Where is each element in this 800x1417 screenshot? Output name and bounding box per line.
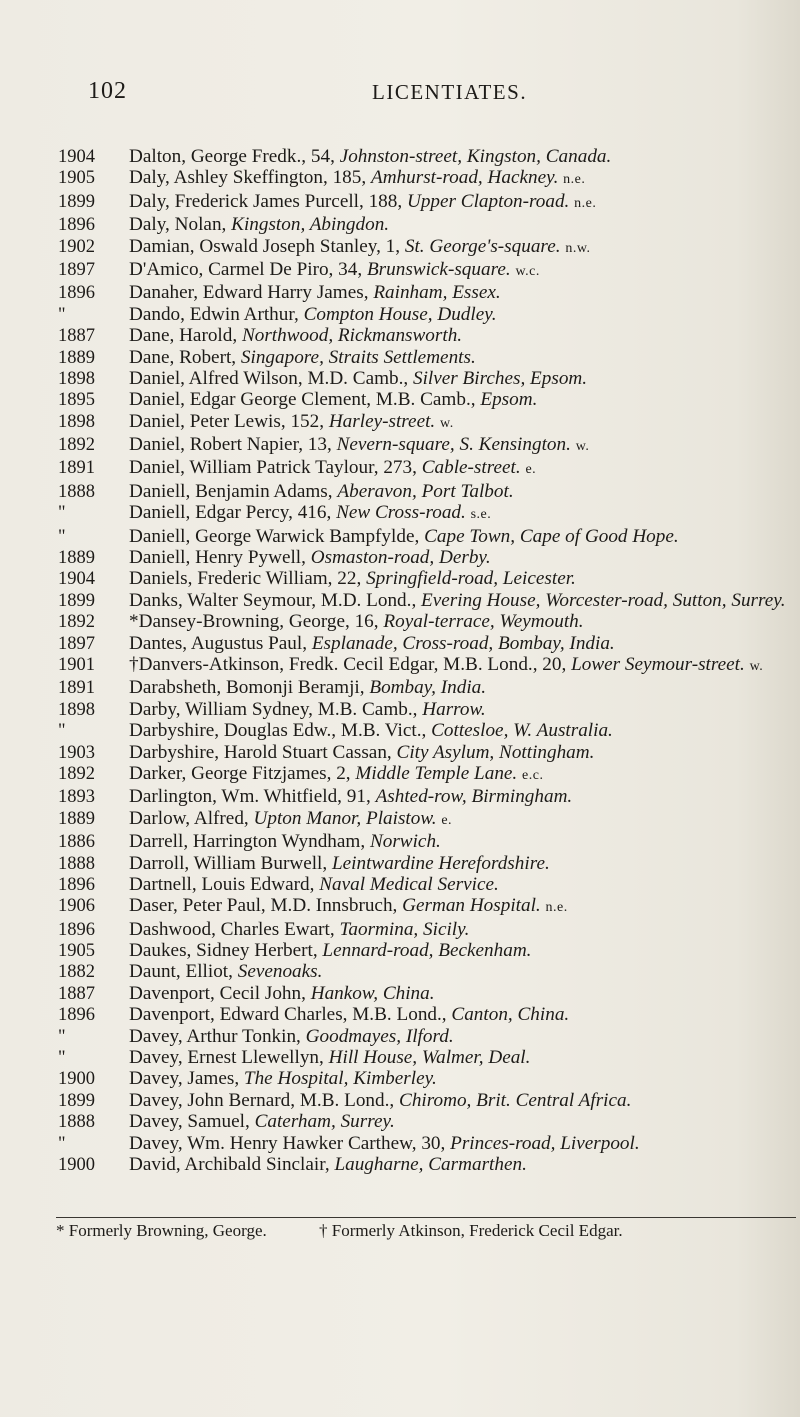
entry-address: Cottesloe, W. Australia. xyxy=(431,720,613,742)
entry-year: " xyxy=(58,1048,66,1069)
entry-year: 1888 xyxy=(58,1112,95,1133)
entry-text xyxy=(129,147,800,167)
footnote-rule xyxy=(56,1217,796,1218)
entry-name: Dartnell, Louis Edward, xyxy=(129,873,320,895)
entry-year: 1892 xyxy=(58,763,95,784)
entry-year: 1892 xyxy=(58,435,95,456)
entry-year: 1888 xyxy=(58,481,95,502)
entry-address: Canton, China. xyxy=(451,1004,570,1026)
entry-text xyxy=(129,832,800,852)
entry-address: St. George's-square. xyxy=(404,235,561,257)
entry-year: 1904 xyxy=(58,147,95,167)
entry-address: Princes-road, Liverpool. xyxy=(450,1132,640,1154)
entry-text xyxy=(129,283,800,303)
entry-text xyxy=(129,458,800,480)
entry-district: w. xyxy=(440,415,454,431)
entry-address: Osmaston-road, Derby. xyxy=(310,547,491,569)
entry-text xyxy=(129,612,800,632)
entry-year: 1889 xyxy=(58,548,95,569)
list-item xyxy=(0,875,800,895)
list-item xyxy=(0,1112,800,1132)
footnote-browning: * Formerly Browning, George. xyxy=(56,1221,267,1240)
entry-year: 1893 xyxy=(58,787,95,808)
entry-name: Dane, Harold, xyxy=(129,325,242,347)
entry-year: 1896 xyxy=(58,283,95,304)
entry-text xyxy=(129,1069,800,1089)
entry-text xyxy=(129,896,800,918)
entry-address: Caterham, Surrey. xyxy=(254,1111,395,1133)
entry-address: Taormina, Sicily. xyxy=(339,918,470,940)
entry-text xyxy=(129,787,800,807)
entry-name: Damian, Oswald Joseph Stanley, 1, xyxy=(129,235,405,257)
list-item xyxy=(0,1027,800,1047)
entry-text xyxy=(129,435,800,457)
list-item xyxy=(0,1155,800,1175)
entry-name: Darker, George Fitzjames, 2, xyxy=(129,762,356,784)
entry-name: Davenport, Edward Charles, M.B. Lond., xyxy=(129,1004,452,1026)
entry-text xyxy=(129,237,800,259)
list-item xyxy=(0,634,800,654)
list-item xyxy=(0,326,800,346)
list-item xyxy=(0,503,800,525)
entry-text xyxy=(129,326,800,346)
entry-year: 1898 xyxy=(58,411,95,432)
entry-year: " xyxy=(58,304,66,325)
entry-address: Chiromo, Brit. Central Africa. xyxy=(399,1089,632,1111)
list-item xyxy=(0,369,800,389)
entry-year: 1891 xyxy=(58,678,95,699)
entry-year: 1904 xyxy=(58,569,95,590)
entry-text xyxy=(129,369,800,389)
entry-text xyxy=(129,941,800,961)
entry-name: Darabsheth, Bomonji Beramji, xyxy=(129,677,370,699)
entry-address: City Asylum, Nottingham. xyxy=(396,741,595,763)
entry-district: n.e. xyxy=(574,195,597,211)
entry-year: 1887 xyxy=(58,326,95,347)
entry-address: Lennard-road, Beckenham. xyxy=(322,940,532,962)
entry-name: Darlington, Wm. Whitfield, 91, xyxy=(129,786,376,808)
list-item xyxy=(0,962,800,982)
entry-address: Evering House, Worcester-road, Sutton, Surrey. xyxy=(421,589,786,611)
entry-text xyxy=(129,920,800,940)
entry-year: 1903 xyxy=(58,742,95,763)
entry-name: Daser, Peter Paul, M.D. Innsbruch, xyxy=(129,895,403,917)
entry-text xyxy=(129,1091,800,1111)
list-item xyxy=(0,548,800,568)
list-item xyxy=(0,305,800,325)
list-item xyxy=(0,1091,800,1111)
entry-address: Johnston-street, Kingston, Canada. xyxy=(339,146,612,167)
entry-text xyxy=(129,764,800,786)
list-item xyxy=(0,237,800,259)
entry-year: 1896 xyxy=(58,215,95,236)
entry-address: Singapore, Straits Settlements. xyxy=(240,346,476,368)
running-head: LICENTIATES. xyxy=(372,80,528,104)
entry-text xyxy=(129,1112,800,1132)
list-item xyxy=(0,458,800,480)
entry-year: 1886 xyxy=(58,832,95,853)
entry-text xyxy=(129,569,800,589)
entry-name: *Dansey-Browning, George, 16, xyxy=(129,611,384,633)
entry-text xyxy=(129,412,800,434)
entry-year: 1905 xyxy=(58,941,95,962)
entry-name: Darlow, Alfred, xyxy=(129,807,254,829)
entry-address: Silver Birches, Epsom. xyxy=(413,367,588,389)
entry-address: Aberavon, Port Talbot. xyxy=(337,480,514,502)
list-item xyxy=(0,390,800,410)
entry-name: Daly, Nolan, xyxy=(129,214,232,236)
entry-address: German Hospital. xyxy=(402,895,541,917)
entry-address: Northwood, Rickmansworth. xyxy=(241,325,463,347)
entry-year: 1888 xyxy=(58,853,95,874)
entry-name: Dando, Edwin Arthur, xyxy=(129,303,304,325)
entry-text xyxy=(129,503,800,525)
list-item xyxy=(0,1048,800,1068)
entry-name: Darby, William Sydney, M.B. Camb., xyxy=(129,698,423,720)
entry-name: Danaher, Edward Harry James, xyxy=(129,282,374,304)
entry-year: 1895 xyxy=(58,390,95,411)
entry-name: Daniell, George Warwick Bampfylde, xyxy=(129,525,425,547)
entry-text xyxy=(129,260,800,282)
entry-district: n.e. xyxy=(563,172,586,188)
entry-address: Nevern-square, S. Kensington. xyxy=(336,434,571,456)
list-item xyxy=(0,192,800,214)
entry-name: Daniell, Henry Pywell, xyxy=(129,547,311,569)
entry-name: Daniel, Edgar George Clement, M.B. Camb., xyxy=(129,389,481,411)
entry-address: Compton House, Dudley. xyxy=(303,303,497,325)
entry-year: 1902 xyxy=(58,236,95,257)
list-item xyxy=(0,787,800,807)
page-number: 102 xyxy=(88,78,127,104)
entry-name: Davey, Arthur Tonkin, xyxy=(129,1025,306,1047)
list-item xyxy=(0,678,800,698)
entry-year: 1887 xyxy=(58,983,95,1004)
list-item xyxy=(0,215,800,235)
entry-year: 1889 xyxy=(58,808,95,829)
list-item xyxy=(0,809,800,831)
entry-address: Sevenoaks. xyxy=(237,961,323,983)
list-item xyxy=(0,854,800,874)
list-item xyxy=(0,655,800,677)
list-item xyxy=(0,764,800,786)
list-item xyxy=(0,832,800,852)
entry-address: Laugharne, Carmarthen. xyxy=(334,1153,527,1175)
entry-year: 1899 xyxy=(58,191,95,212)
list-item xyxy=(0,283,800,303)
entry-name: †Danvers-Atkinson, Fredk. Cecil Edgar, M.B. Lond., 20, xyxy=(129,653,572,675)
entry-address: Bombay, India. xyxy=(369,677,487,699)
list-item xyxy=(0,591,800,611)
entry-year: 1891 xyxy=(58,458,95,479)
entry-address: Hill House, Walmer, Deal. xyxy=(328,1047,531,1069)
entry-address: Springfield-road, Leicester. xyxy=(366,568,576,590)
entry-year: 1896 xyxy=(58,919,95,940)
entry-text xyxy=(129,875,800,895)
entry-address: Rainham, Essex. xyxy=(373,282,501,304)
entry-text xyxy=(129,655,800,677)
entry-address: Leintwardine Herefordshire. xyxy=(331,852,550,874)
entry-text xyxy=(129,984,800,1004)
entry-year: 1892 xyxy=(58,612,95,633)
list-item xyxy=(0,482,800,502)
entry-name: Daniell, Edgar Percy, 416, xyxy=(129,502,337,524)
entry-text xyxy=(129,390,800,410)
entry-name: Daukes, Sidney Herbert, xyxy=(129,940,323,962)
entry-text xyxy=(129,548,800,568)
entry-year: " xyxy=(58,1133,66,1154)
list-item xyxy=(0,412,800,434)
entry-name: Daniel, Robert Napier, 13, xyxy=(129,434,337,456)
entry-text xyxy=(129,1005,800,1025)
entry-text xyxy=(129,700,800,720)
entry-address: Norwich. xyxy=(369,831,441,853)
entry-year: 1889 xyxy=(58,347,95,368)
entry-year: " xyxy=(58,503,66,524)
entry-year: 1882 xyxy=(58,962,95,983)
entry-address: Cape Town, Cape of Good Hope. xyxy=(424,525,679,547)
list-item xyxy=(0,1069,800,1089)
entry-district: s.e. xyxy=(470,507,492,523)
entry-name: Davenport, Cecil John, xyxy=(129,982,311,1004)
entry-district: w. xyxy=(575,439,590,455)
entry-year: 1897 xyxy=(58,633,95,654)
entry-address: Goodmayes, Ilford. xyxy=(305,1025,454,1047)
entry-year: 1898 xyxy=(58,368,95,389)
list-item xyxy=(0,1134,800,1154)
entry-address: Ashted-row, Birmingham. xyxy=(375,786,573,808)
licentiates-list xyxy=(0,147,800,1176)
list-item xyxy=(0,435,800,457)
entry-text xyxy=(129,962,800,982)
entry-address: Esplanade, Cross-road, Bombay, India. xyxy=(311,632,615,654)
entry-address: Upper Clapton-road. xyxy=(406,190,570,212)
list-item xyxy=(0,260,800,282)
entry-text xyxy=(129,1155,800,1175)
entry-text xyxy=(129,192,800,214)
list-item xyxy=(0,920,800,940)
entry-name: Darbyshire, Douglas Edw., M.B. Vict., xyxy=(129,720,432,742)
entry-name: Davey, James, xyxy=(129,1068,244,1090)
entry-district: n.w. xyxy=(565,240,591,256)
entry-address: Upton Manor, Plaistow. xyxy=(253,807,437,829)
entry-name: Davey, Ernest Llewellyn, xyxy=(129,1047,329,1069)
entry-year: 1896 xyxy=(58,1005,95,1026)
entry-text xyxy=(129,527,800,547)
entry-year: 1901 xyxy=(58,654,95,675)
page-header xyxy=(0,78,800,108)
entry-text xyxy=(129,348,800,368)
entry-year: 1900 xyxy=(58,1154,95,1175)
entry-address: Hankow, China. xyxy=(310,982,435,1004)
list-item xyxy=(0,612,800,632)
entry-year: 1900 xyxy=(58,1069,95,1090)
entry-district: w. xyxy=(749,658,764,674)
list-item xyxy=(0,941,800,961)
footnotes xyxy=(56,1221,800,1241)
entry-name: Daly, Ashley Skeffington, 185, xyxy=(129,167,371,189)
entry-name: Daniel, Alfred Wilson, M.D. Camb., xyxy=(129,367,413,389)
entry-name: Danks, Walter Seymour, M.D. Lond., xyxy=(129,589,422,611)
list-item xyxy=(0,569,800,589)
entry-name: Davey, John Bernard, M.B. Lond., xyxy=(129,1089,400,1111)
entry-name: Daly, Frederick James Purcell, 188, xyxy=(129,190,407,212)
entry-address: Amhurst-road, Hackney. xyxy=(370,167,559,189)
list-item xyxy=(0,743,800,763)
entry-district: n.e. xyxy=(545,900,568,916)
entry-text xyxy=(129,168,800,190)
entry-district: e.c. xyxy=(522,767,544,783)
entry-name: D'Amico, Carmel De Piro, 34, xyxy=(129,258,367,280)
entry-name: Daniel, William Patrick Taylour, 273, xyxy=(129,457,422,479)
entry-year: 1899 xyxy=(58,1090,95,1111)
entry-text xyxy=(129,809,800,831)
entry-district: e. xyxy=(441,812,453,828)
entry-year: 1897 xyxy=(58,259,95,280)
entry-district: e. xyxy=(525,462,537,478)
list-item xyxy=(0,896,800,918)
entry-text xyxy=(129,1134,800,1154)
entry-text xyxy=(129,721,800,741)
entry-address: Naval Medical Service. xyxy=(319,873,499,895)
entry-address: Kingston, Abingdon. xyxy=(231,214,390,236)
list-item xyxy=(0,147,800,167)
entry-name: Darrell, Harrington Wyndham, xyxy=(129,831,370,853)
entry-name: Davey, Wm. Henry Hawker Carthew, 30, xyxy=(129,1132,451,1154)
list-item xyxy=(0,348,800,368)
entry-year: 1905 xyxy=(58,168,95,189)
list-item xyxy=(0,527,800,547)
entry-name: Darbyshire, Harold Stuart Cassan, xyxy=(129,741,397,763)
entry-text xyxy=(129,1027,800,1047)
entry-address: Harrow. xyxy=(422,698,486,720)
entry-text xyxy=(129,215,800,235)
entry-text xyxy=(129,743,800,763)
entry-name: Davey, Samuel, xyxy=(129,1111,255,1133)
entry-name: Daniel, Peter Lewis, 152, xyxy=(129,410,329,432)
entry-name: Dantes, Augustus Paul, xyxy=(129,632,312,654)
entry-address: Middle Temple Lane. xyxy=(355,762,518,784)
entry-year: " xyxy=(58,526,66,547)
entry-name: Dalton, George Fredk., 54, xyxy=(129,146,340,167)
entry-text xyxy=(129,591,800,611)
entry-name: David, Archibald Sinclair, xyxy=(129,1153,335,1175)
entry-name: Daniell, Benjamin Adams, xyxy=(129,480,338,502)
entry-address: Lower Seymour-street. xyxy=(571,653,745,675)
entry-name: Daniels, Frederic William, 22, xyxy=(129,568,367,590)
entry-year: 1898 xyxy=(58,699,95,720)
entry-year: 1906 xyxy=(58,896,95,917)
entry-address: Royal-terrace, Weymouth. xyxy=(383,611,584,633)
entry-text xyxy=(129,854,800,874)
entry-year: " xyxy=(58,1026,66,1047)
list-item xyxy=(0,1005,800,1025)
entry-address: Cable-street. xyxy=(421,457,521,479)
footnote-atkinson: † Formerly Atkinson, Frederick Cecil Edgar. xyxy=(319,1221,623,1240)
entry-name: Daunt, Elliot, xyxy=(129,961,238,983)
entry-district: w.c. xyxy=(515,263,540,279)
entry-address: The Hospital, Kimberley. xyxy=(243,1068,437,1090)
entry-text xyxy=(129,634,800,654)
list-item xyxy=(0,984,800,1004)
entry-year: " xyxy=(58,721,66,742)
entry-text xyxy=(129,1048,800,1068)
entry-text xyxy=(129,482,800,502)
entry-name: Dane, Robert, xyxy=(129,346,241,368)
list-item xyxy=(0,721,800,741)
entry-text xyxy=(129,305,800,325)
entry-name: Dashwood, Charles Ewart, xyxy=(129,918,340,940)
entry-year: 1899 xyxy=(58,590,95,611)
entry-address: Brunswick-square. xyxy=(366,258,511,280)
entry-address: Harley-street. xyxy=(328,410,436,432)
entry-name: Darroll, William Burwell, xyxy=(129,852,332,874)
entry-address: Epsom. xyxy=(480,389,538,411)
entry-address: New Cross-road. xyxy=(336,502,466,524)
entry-text xyxy=(129,678,800,698)
entry-year: 1896 xyxy=(58,874,95,895)
list-item xyxy=(0,700,800,720)
list-item xyxy=(0,168,800,190)
